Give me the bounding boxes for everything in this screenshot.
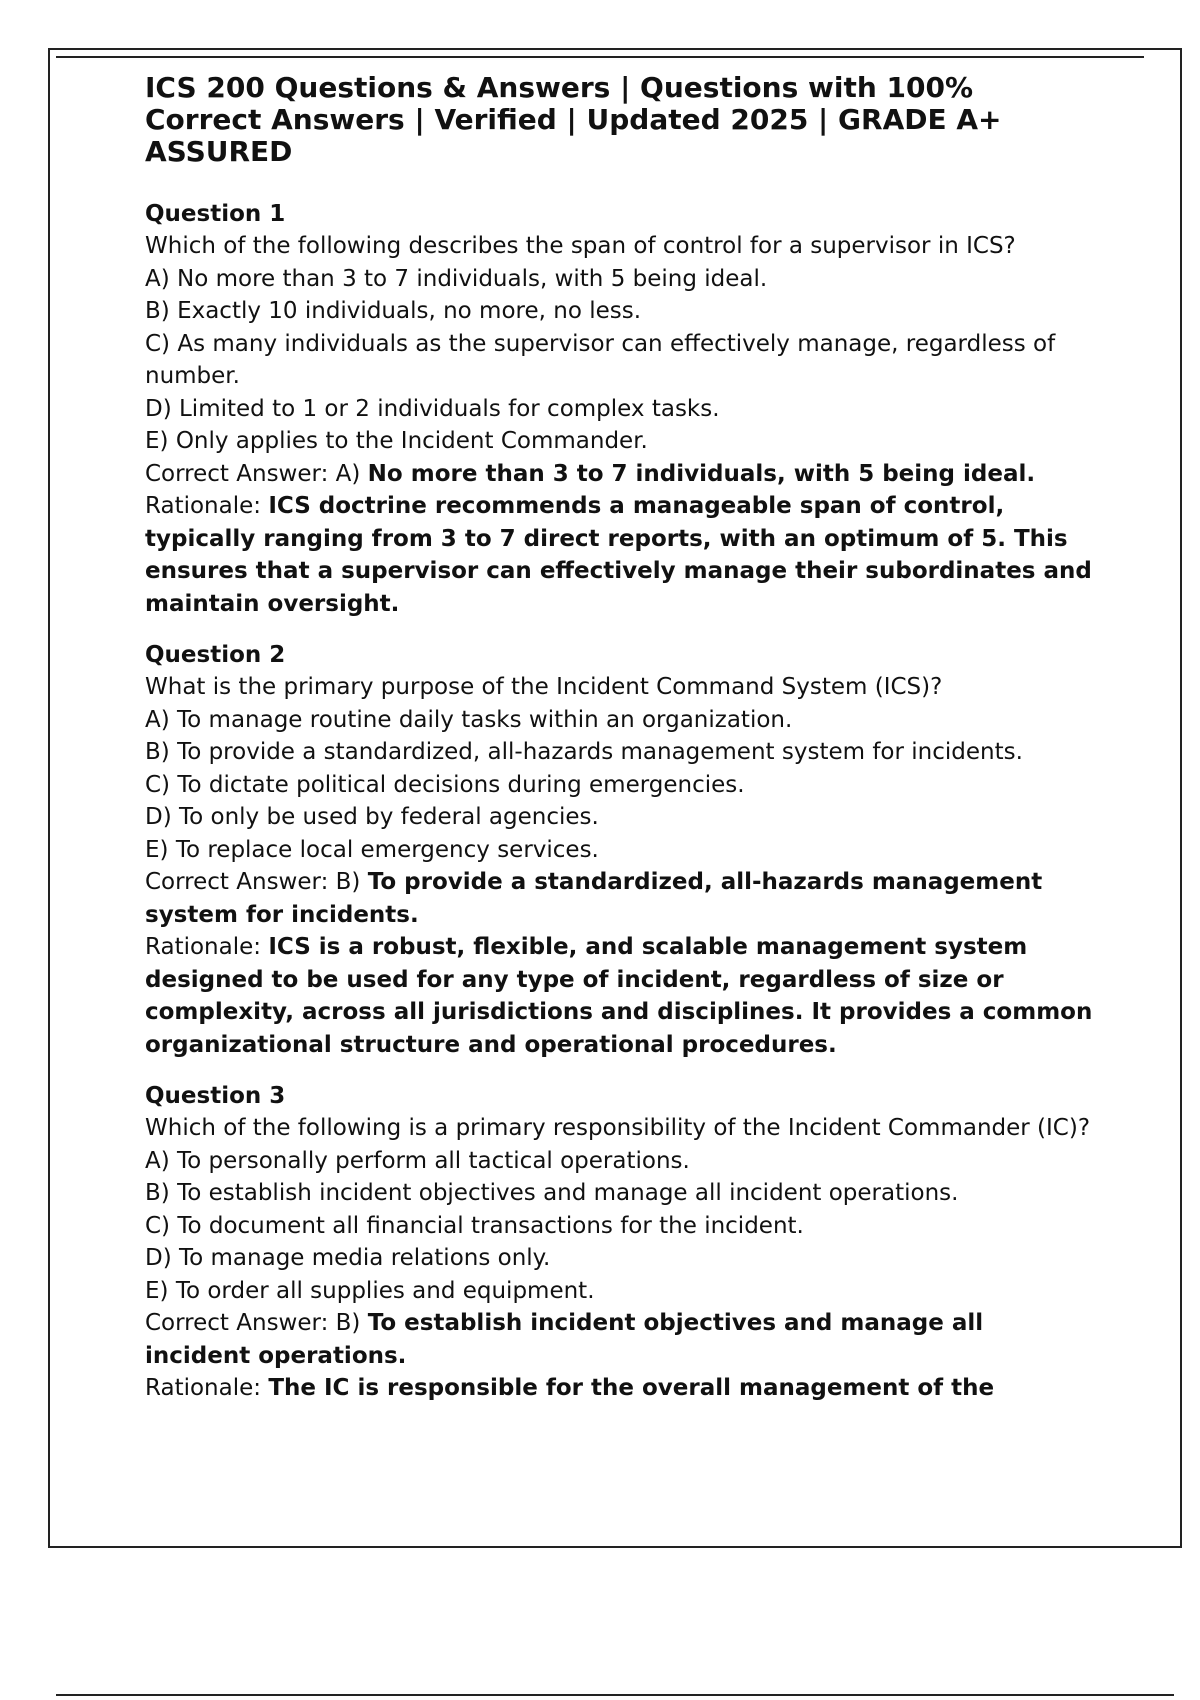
correct-answer-label: Correct Answer: [145, 460, 329, 487]
answer-option: E) Only applies to the Incident Commander. [145, 428, 648, 454]
page-title: ICS 200 Questions & Answers | Questions with 100% Correct Answers | Verified | Updated 2025 | GRADE A+ ASSURED [145, 71, 1002, 168]
rationale-label: Rationale: [145, 934, 262, 960]
document-body [145, 72, 1095, 1424]
correct-answer [145, 866, 1095, 931]
correct-answer-text: To provide a standardized, all-hazards management system for incidents. [145, 869, 1043, 928]
bottom-divider [56, 1694, 1174, 1696]
correct-answer-label: Correct Answer: [145, 1310, 329, 1336]
answer-option: A) To manage routine daily tasks within an organization. [145, 706, 793, 733]
answer-option: B) To provide a standardized, all-hazards management system for incidents. [145, 739, 1023, 765]
question-heading: Question 2 [145, 642, 286, 668]
rationale [145, 931, 1095, 1061]
correct-answer [145, 1307, 1095, 1372]
rationale [145, 490, 1095, 620]
answer-option: B) Exactly 10 individuals, no more, no less. [145, 298, 642, 324]
answer-option: D) To manage media relations only. [145, 1245, 551, 1271]
answer-option: D) To only be used by federal agencies. [145, 804, 599, 830]
question-text: Which of the following is a primary responsibility of the Incident Commander (IC)? [145, 1115, 1091, 1141]
rationale-text: ICS is a robust, flexible, and scalable management system designed to be used for any type of incident, regardless of size or complexity, across all jurisdictions and disciplines. It provides a common organizational structure and operational procedures. [145, 934, 1093, 1058]
answer-option: C) To dictate political decisions during emergencies. [145, 771, 745, 798]
top-divider [56, 56, 1144, 58]
correct-answer-text: To establish incident objectives and manage all incident operations. [145, 1310, 984, 1369]
question-text: Which of the following describes the span of control for a supervisor in ICS? [145, 233, 1016, 259]
answer-option: C) To document all financial transactions for the incident. [145, 1212, 804, 1239]
correct-answer-letter: B) [335, 869, 361, 895]
answer-option: A) No more than 3 to 7 individuals, with 5 being ideal. [145, 265, 768, 292]
answer-option: C) As many individuals as the supervisor can effectively manage, regardless of number. [145, 330, 1056, 389]
correct-answer [145, 458, 1095, 491]
question-block [145, 639, 1095, 1061]
question-heading: Question 1 [145, 201, 286, 227]
rationale-text: ICS doctrine recommends a manageable span of control, typically ranging from 3 to 7 direct reports, with an optimum of 5. This ensures that a supervisor can effectively manage their subordinates and maintain oversight. [145, 493, 1092, 617]
question-heading: Question 3 [145, 1083, 286, 1109]
correct-answer-letter: A) [335, 460, 361, 487]
answer-option: D) Limited to 1 or 2 individuals for complex tasks. [145, 395, 720, 422]
answer-option: A) To personally perform all tactical operations. [145, 1147, 690, 1174]
correct-answer-letter: B) [335, 1310, 361, 1336]
answer-option: E) To order all supplies and equipment. [145, 1277, 595, 1304]
rationale-label: Rationale: [145, 1375, 262, 1401]
correct-answer-label: Correct Answer: [145, 869, 329, 895]
answer-option: B) To establish incident objectives and manage all incident operations. [145, 1180, 959, 1206]
question-text: What is the primary purpose of the Incident Command System (ICS)? [145, 674, 943, 700]
answer-option: E) To replace local emergency services. [145, 836, 599, 863]
question-block [145, 1080, 1095, 1405]
correct-answer-text: No more than 3 to 7 individuals, with 5 being ideal. [367, 460, 1036, 487]
rationale [145, 1372, 1095, 1405]
question-block [145, 198, 1095, 620]
rationale-text: The IC is responsible for the overall management of the [268, 1375, 995, 1401]
rationale-label: Rationale: [145, 493, 262, 519]
